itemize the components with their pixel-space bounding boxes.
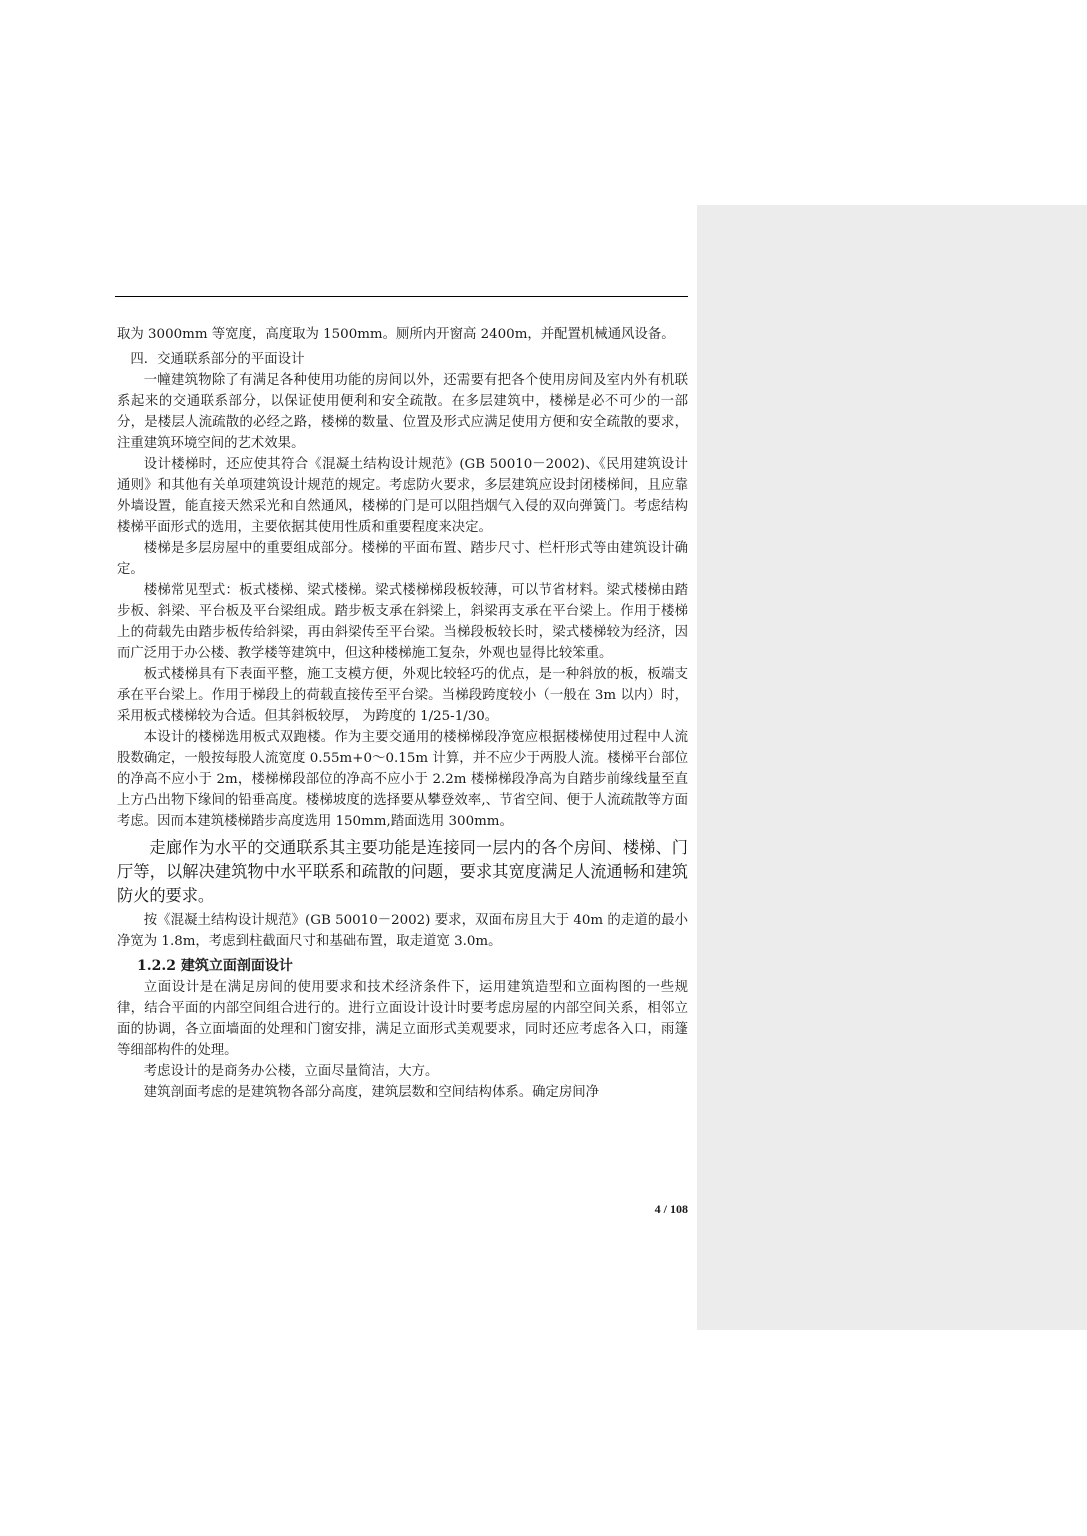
paragraph-stair-design-code: 设计楼梯时，还应使其符合《混凝土结构设计规范》(GB 50010－2002)、《民用建筑设计通则》和其他有关单项建筑设计规范的规定。考虑防火要求，多层建筑应设封闭楼梯间，且应靠外墙设置，能直接天然采光和自然通风，楼梯的门是可以阻挡烟气入侵的双向弹簧门。考虑结构楼梯平面形式的选用，主要依据其使用性质和重要程度来决定。 [117,457,688,535]
paragraph-elevation-design: 立面设计是在满足房间的使用要求和技术经济条件下，运用建筑造型和立面构图的一些规律，结合平面的内部空间组合进行的。进行立面设计设计时要考虑房屋的内部空间关系，相邻立面的协调，各立面墙面的处理和门窗安排，满足立面形式美观要求，同时还应考虑各入口，雨篷等细部构件的处理。 [117,980,688,1058]
section-heading-circulation: 四．交通联系部分的平面设计 [130,352,305,367]
paragraph-corridor: 走廊作为水平的交通联系其主要功能是连接同一层内的各个房间、楼梯、门厅等，以解决建筑物中水平联系和疏散的问题，要求其宽度满足人流通畅和建筑防火的要求。 [117,838,688,905]
section-heading-elevation: 1.2.2 建筑立面剖面设计 [137,958,293,974]
paragraph-corridor-width: 按《混凝土结构设计规范》(GB 50010－2002) 要求，双面布房且大于 40m 的走道的最小净宽为 1.8m，考虑到柱截面尺寸和基础布置，取走道宽 3.0m。 [117,913,688,949]
header-rule [115,296,688,297]
paragraph-stair-importance: 楼梯是多层房屋中的重要组成部分。楼梯的平面布置、踏步尺寸、栏杆形式等由建筑设计确定。 [117,541,688,577]
comment-pane [697,205,1087,1330]
paragraph-section-design: 建筑剖面考虑的是建筑物各部分高度，建筑层数和空间结构体系。确定房间净 [143,1085,600,1100]
paragraph-office-building: 考虑设计的是商务办公楼，立面尽量简洁，大方。 [143,1064,439,1079]
paragraph-circulation-intro: 一幢建筑物除了有满足各种使用功能的房间以外，还需要有把各个使用房间及室内外有机联系起来的交通联系部分，以保证使用便利和安全疏散。在多层建筑中，楼梯是必不可少的一部分，是楼层人流疏散的必经之路，楼梯的数量、位置及形式应满足使用方便和安全疏散的要求，注重建筑环境空间的艺术效果。 [117,373,688,451]
body-text [117,320,688,1103]
paragraph-stair-selection: 本设计的楼梯选用板式双跑楼。作为主要交通用的楼梯梯段净宽应根据楼梯使用过程中人流股数确定，一般按每股人流宽度 0.55m+0～0.15m 计算，并不应少于两股人流。楼梯平台部位的净高不应小于 2m，楼梯梯段部位的净高不应小于 2.2m 楼梯梯段净高为自踏步前缘线量至直上方凸出物下缘间的铅垂高度。楼梯坡度的选择要从攀登效率,、节省空间、便于人流疏散等方面考虑。因而本建筑楼梯踏步高度选用 150mm,踏面选用 300mm。 [117,730,688,829]
paragraph-slab-stair: 板式楼梯具有下表面平整，施工支模方便，外观比较轻巧的优点，是一种斜放的板，板端支承在平台梁上。作用于梯段上的荷载直接传至平台梁。当梯段跨度较小（一般在 3m 以内）时，采用板式楼梯较为合适。但其斜板较厚， 为跨度的 1/25-1/30。 [117,667,688,724]
page-number: 4 / 108 [654,1202,688,1216]
paragraph-stair-types: 楼梯常见型式：板式楼梯、梁式楼梯。梁式楼梯梯段板较薄，可以节省材料。梁式楼梯由踏步板、斜梁、平台板及平台梁组成。踏步板支承在斜梁上，斜梁再支承在平台梁上。作用于楼梯上的荷载先由踏步板传给斜梁，再由斜梁传至平台梁。当梯段板较长时，梁式楼梯较为经济，因而广泛用于办公楼、教学楼等建筑中，但这种楼梯施工复杂，外观也显得比较笨重。 [117,583,688,661]
paragraph-window-spec: 取为 3000mm 等宽度，高度取为 1500mm。厕所内开窗高 2400m，并配置机械通风设备。 [117,327,675,342]
